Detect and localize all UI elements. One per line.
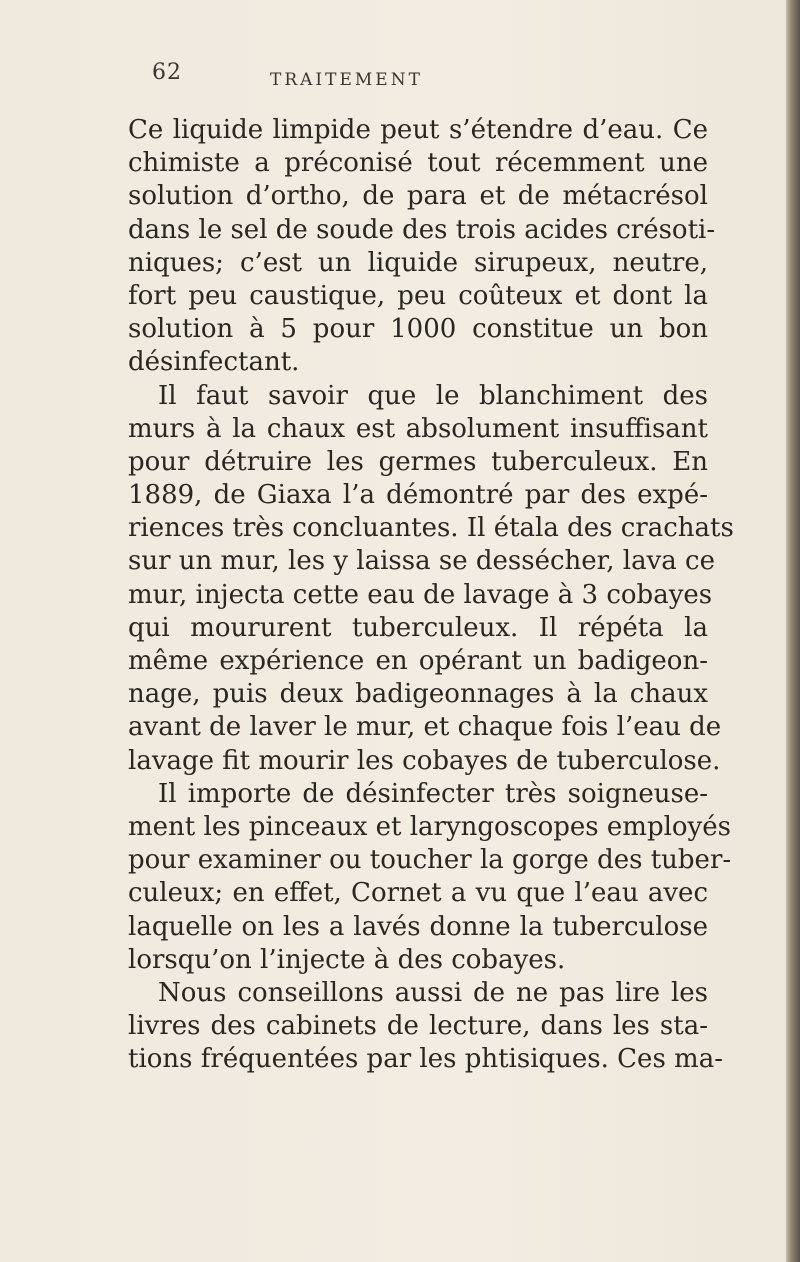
text-line: pour examiner ou toucher la gorge des tuber- <box>128 845 732 876</box>
text-line: même expérience en opérant un badigeon- <box>128 646 708 676</box>
text-line: niques; c’est un liquide sirupeux, neutre, <box>128 247 708 278</box>
running-head: TRAITEMENT <box>270 70 423 90</box>
page-gutter-shadow <box>786 0 800 1262</box>
text-line: lorsqu’on l’injecte à des cobayes. <box>128 944 566 975</box>
text-line: tions fréquentées par les phtisiques. Ces ma- <box>128 1044 723 1075</box>
paragraph-start: Il importe de désinfecter très soigneuse- <box>158 778 708 809</box>
text-line: ment les pinceaux et laryngoscopes employés <box>128 811 731 842</box>
text-line: fort peu caustique, peu coûteux et dont la <box>128 280 708 311</box>
body-text <box>128 114 734 1076</box>
text-line: chimiste a préconisé tout récemment une <box>128 148 708 179</box>
text-line: désinfectant. <box>128 347 300 378</box>
text-line: qui moururent tuberculeux. Il répéta la <box>128 612 708 643</box>
text-line: murs à la chaux est absolument insuffisant <box>128 413 708 444</box>
text-line: laquelle on les a lavés donne la tuberculose <box>128 911 708 942</box>
text-line: mur, injecta cette eau de lavage à 3 cobayes <box>128 579 713 610</box>
text-line: pour détruire les germes tuberculeux. En <box>128 446 708 477</box>
text-line: dans le sel de soude des trois acides crésoti- <box>128 214 716 245</box>
page-number: 62 <box>152 60 182 85</box>
text-line: lavage fit mourir les cobayes de tuberculose. <box>128 745 721 776</box>
page-header <box>0 60 800 100</box>
text-line: Ce liquide limpide peut s’étendre d’eau. Ce <box>128 115 708 145</box>
text-line: 1889, de Giaxa l’a démontré par des expé- <box>128 480 708 511</box>
text-line: avant de laver le mur, et chaque fois l’eau de <box>128 712 722 743</box>
text-line: nage, puis deux badigeonnages à la chaux <box>128 679 708 710</box>
paragraph-start: Nous conseillons aussi de ne pas lire les <box>158 977 708 1008</box>
text-line: culeux; en effet, Cornet a vu que l’eau avec <box>128 878 708 909</box>
text-line: sur un mur, les y laissa se dessécher, lava ce <box>128 546 715 577</box>
paragraph-start: Il faut savoir que le blanchiment des <box>158 380 708 411</box>
text-line: riences très concluantes. Il étala des crachats <box>128 513 734 544</box>
text-line: livres des cabinets de lecture, dans les sta- <box>128 1011 708 1042</box>
text-line: solution d’ortho, de para et de métacrésol <box>128 181 708 212</box>
text-line: solution à 5 pour 1000 constitue un bon <box>128 314 708 345</box>
